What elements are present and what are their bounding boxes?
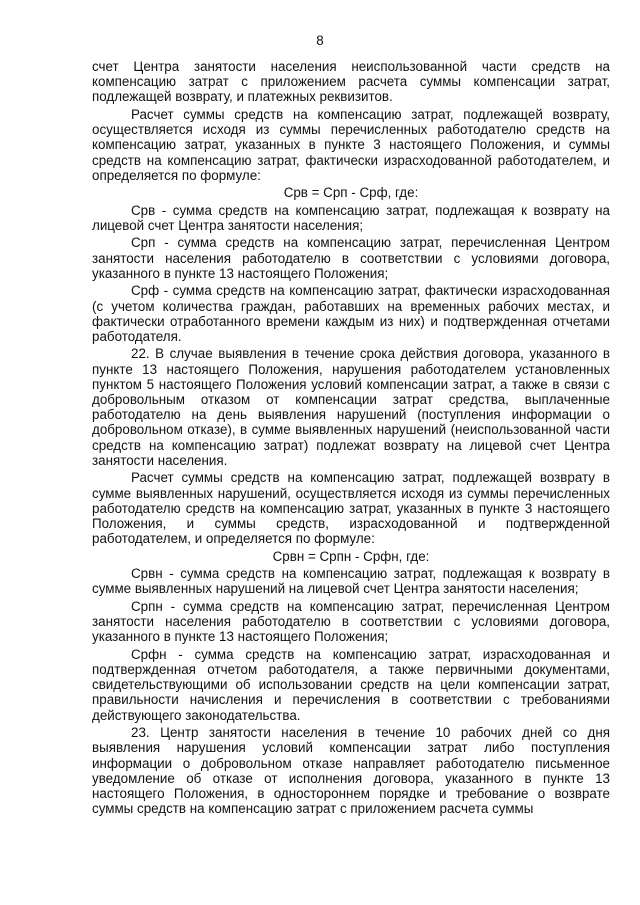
definition-srp: Срп - сумма средств на компенсацию затрат, перечисленная Центром занятости населения работодателю в соответствии с условиями договора, указанного в пункте 13 настоящего Положения; — [92, 235, 610, 281]
definition-srv: Срв - сумма средств на компенсацию затрат, подлежащая к возврату на лицевой счет Центра занятости населения; — [92, 202, 610, 233]
paragraph-violation-calc: Расчет суммы средств на компенсацию затрат, подлежащей возврату в сумме выявленных нарушений, осуществляется исходя из суммы перечисленных работодателю средств на компенсацию затрат, указанных в пункте 3 настоящего Положения, и суммы средств, израсходованной и подтвержденной работодателем, и определяется по формуле: — [92, 470, 610, 547]
paragraph-continuation: счет Центра занятости населения неиспользованной части средств на компенсацию затрат с приложением расчета суммы компенсации затрат, подлежащей возврату, и платежных реквизитов. — [92, 59, 610, 105]
paragraph-clause-22: 22. В случае выявления в течение срока действия договора, указанного в пункте 13 настоящего Положения, нарушения работодателем установленных пунктом 5 настоящего Положения условий компенсации затрат, а также в связи с добровольным отказом от компенсации затрат средства, выплаченные работодателю на день выявления нарушений (поступления информации о добровольном отказе), в сумме выявленных нарушений (неиспользованной части средств на компенсацию затрат) подлежат возврату на лицевой счет Центра занятости населения. — [92, 346, 610, 468]
paragraph-refund-calc: Расчет суммы средств на компенсацию затрат, подлежащей возврату, осуществляется исходя из суммы перечисленных работодателю средств на компенсацию затрат, указанных в пункте 3 настоящего Положения, и суммы средств на компенсацию затрат, фактически израсходованной работодателем, и определяется по формуле: — [92, 106, 610, 183]
document-body — [92, 59, 610, 819]
definition-srvn: Срвн - сумма средств на компенсацию затрат, подлежащая к возврату в сумме выявленных нарушений на лицевой счет Центра занятости населения; — [92, 566, 610, 597]
page-number: 8 — [316, 33, 324, 48]
definition-srfn: Срфн - сумма средств на компенсацию затрат, израсходованная и подтвержденная отчетом работодателя, а также первичными документами, свидетельствующими об использовании средств на цели компенсации затрат, правильности начисления и перечисления в соответствии с требованиями действующего законодательства. — [92, 646, 610, 723]
formula-srv: Срв = Срп - Срф, где: — [283, 185, 419, 201]
formula-srvn: Срвн = Српн - Срфн, где: — [272, 548, 430, 564]
definition-srf: Срф - сумма средств на компенсацию затрат, фактически израсходованная (с учетом количества граждан, работавших на временных рабочих местах, и фактически отработанного времени каждым из них) и подтвержденная отчетами работодателя. — [92, 283, 610, 344]
definition-srpn: Српн - сумма средств на компенсацию затрат, перечисленная Центром занятости населения работодателю в соответствии с условиями договора, указанного в пункте 13 настоящего Положения; — [92, 598, 610, 645]
paragraph-clause-23: 23. Центр занятости населения в течение 10 рабочих дней со дня выявления нарушения условий компенсации затрат либо поступления информации о добровольном отказе направляет работодателю письменное уведомление об отказе от исполнения договора, указанного в пункте 13 настоящего Положения, в одностороннем порядке и требование о возврате суммы средств на компенсацию затрат с приложением расчета суммы — [92, 725, 610, 817]
